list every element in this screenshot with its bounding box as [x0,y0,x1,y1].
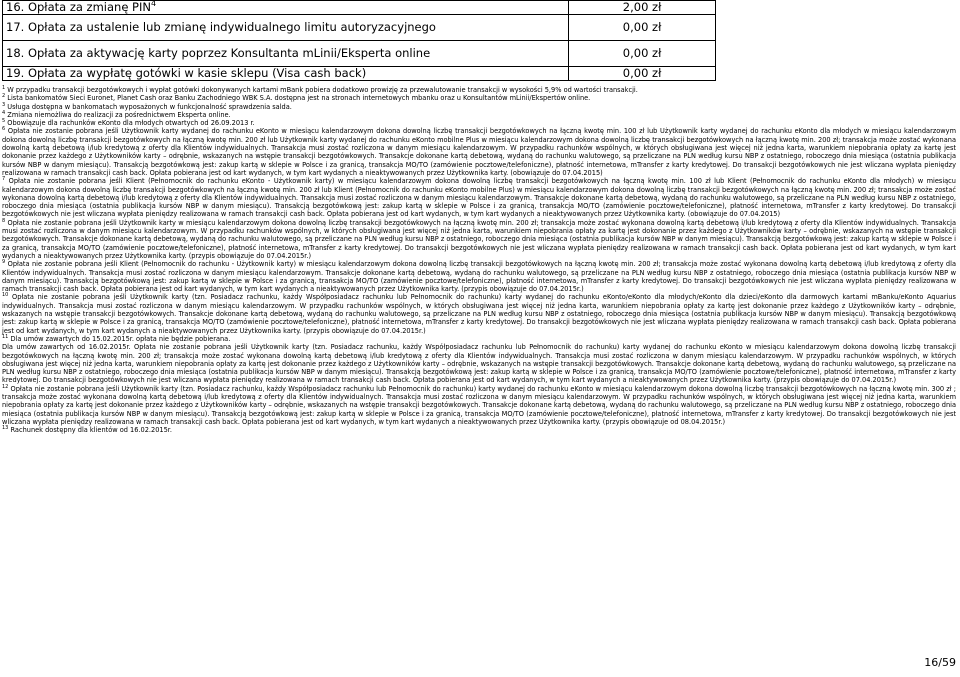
footnote [2,343,956,384]
footnote-text: W przypadku transakcji bezgotówkowych i wypłat gotówki dokonywanych kartami mBank pobiera dodatkowo prowizję za przewalutowanie transakcji w wysokości 5,9% od wartości transakcji. [7,86,638,94]
footnote-number: 4 [2,109,6,116]
footnote [2,385,956,426]
footnote-number: 9 [2,259,6,266]
footnote-number: 3 [2,101,6,108]
footnote-number: 1 [2,84,6,91]
fee-row [3,1,716,15]
footnote [2,103,956,111]
footnote-number: 11 [2,333,9,340]
footnote [2,177,956,218]
fee-label-text: 18. Opłata za aktywację karty poprzez Konsultanta mLinii/Eksperta online [6,46,431,60]
footnote [2,94,956,102]
fee-label [3,67,569,81]
footnote-text: Opłata nie zostanie pobrana jeśli Użytkownik karty (tzn. Posiadacz rachunku, każdy Współposiadacz rachunku lub Pełnomocnik do rachunku) karty wydanej do rachunku eKonto w miesiącu kalendarzowym dokona dowolną liczbę transakcji bezgotówkowych na łączną kwotę min. 300 zł ; transakcja może zostać wykonana dowolną kartą debetową i/lub kredytową z oferty dla Klientów indywidualnych. Transakcja musi zostać rozliczona w danym miesiącu kalendarzowym. W przypadku rachunków wspólnych, w których obsługiwana jest więcej niż jedna karta, warunkiem niepobrania opłaty za kartę jest dokonanie przez każdego z Użytkowników karty – odrębnie, wskazanych na wstępie transakcji bezgotówkowych. Transakcje dokonane kartą debetową, wydaną do rachunku walutowego, są przeliczane na PLN według kursu NBP z ostatniego, roboczego dnia miesiąca (ostatnia publikacja kursów NBP w danym miesiącu). Transakcją bezgotówkową jest: zakup kartą w sklepie w Polsce i za granicą, transakcja MO/TO (zamówienie pocztowe/telefoniczne), płatność internetowa, mTransfer z karty kredytowej. Do transakcji bezgotówkowych nie jest wliczana wypłata pieniędzy realizowana w ramach transakcji cash back. Opłata pobierana jest od kart wydanych, w tym kart wydanych a nieaktywowanych przez Użytkownika karty. (przypis obowiązuje od 08.04.2015r.) [2,384,956,426]
fee-row [3,41,716,67]
footnote [2,260,956,293]
footnotes [2,86,956,434]
fee-amount: 0,00 zł [569,41,716,67]
footnote [2,127,956,177]
fee-label [3,41,569,67]
fee-label-text: 16. Opłata za zmianę PIN [6,0,151,14]
footnote-text: Opłata nie zostanie pobrana jeśli Użytkownik karty wydanej do rachunku eKonto w miesiącu kalendarzowym dokona dowolną liczbę transakcji bezgotówkowych na łączną kwotę min. 100 zł lub Użytkownik karty wydanej do rachunku eKonto dla młodych w miesiącu kalendarzowym dokona dowolną liczbę transakcji bezgotówkowych na łączną kwotę min. 200 zł lub Użytkownik karty wydanej do rachunku eKonto mobilne Plus w miesiącu kalendarzowym dokona dowolną liczbę transakcji bezgotówkowych na łączną kwotę min. 200 zł; transakcja może zostać wykonana dowolną kartą debetową i/lub kredytową z oferty dla Klientów indywidualnych. Transakcja musi zostać rozliczona w danym miesiącu kalendarzowym. W przypadku rachunków wspólnych, w których obsługiwana jest więcej niż jedna karta, warunkiem niepobrania opłaty za kartę jest dokonanie przez każdego z Użytkowników karty – odrębnie, wskazanych na wstępie transakcji bezgotówkowych. Transakcje dokonane kartą debetową, wydaną do rachunku walutowego, są przeliczane na PLN według kursu NBP z ostatniego, roboczego dnia miesiąca (ostatnia publikacja kursów NBP w danym miesiącu). Transakcją bezgotówkową jest: zakup kartą w sklepie w Polsce i za granicą, transakcja MO/TO (zamówienie pocztowe/telefoniczne), płatność internetowa, mTransfer z karty kredytowej. Do transakcji bezgotówkowych nie jest wliczana wypłata pieniędzy realizowana w ramach transakcji cash back. Opłata pobierana jest od kart wydanych, w tym kart wydanych a nieaktywowanych przez Użytkownika karty. (obowiązuje do 07.04.2015) [2,127,956,177]
fee-row [3,15,716,41]
footnote [2,111,956,119]
footnote-number: 6 [2,126,6,133]
footnote-text: Dla umów zawartych od 16.02.2015r. Opłata nie zostanie pobrana jeśli Użytkownik karty (tzn. Posiadacz rachunku, każdy Współposiadacz rachunku lub Pełnomocnik do rachunku) karty wydanej do rachunku eKonto w miesiącu kalendarzowym dokona dowolną liczbę transakcji bezgotówkowych na łączną kwotę min. 200 zł; transakcja może zostać wykonana dowolną kartą debetową i/lub kredytową z oferty dla Klientów indywidualnych. Transakcja musi zostać rozliczona w danym miesiącu kalendarzowym. W przypadku rachunków wspólnych, w których obsługiwana jest więcej niż jedna karta, warunkiem niepobrania opłaty za kartę jest dokonanie przez każdego z Użytkowników karty – odrębnie, wskazanych na wstępie transakcji bezgotówkowych. Transakcje dokonane kartą debetową, wydaną do rachunku walutowego, są przeliczane na PLN według kursu NBP z ostatniego, roboczego dnia miesiąca (ostatnia publikacja kursów NBP w danym miesiącu). Transakcją bezgotówkową jest: zakup kartą w sklepie w Polsce i za granicą, transakcja MO/TO (zamówienie pocztowe/telefoniczne), płatność internetowa, mTransfer z karty kredytowej. Do transakcji bezgotówkowych nie jest wliczana wypłata pieniędzy realizowana w ramach transakcji cash back. Opłata pobierana jest od kart wydanych, w tym kart wydanych a nieaktywowanych przez Użytkownika karty. (przypis obowiązuje do 07.04.2015r.) [2,343,956,385]
footnote-text: Opłata nie zostanie pobrana jeśli Użytkownik karty w miesiącu kalendarzowym dokona dowolną liczbę transakcji bezgotówkowych na łączną kwotę min. 200 zł; transakcja może zostać wykonana dowolną kartą debetową i/lub kredytową z oferty dla Klientów indywidualnych. Transakcja musi zostać rozliczona w danym miesiącu kalendarzowym. W przypadku rachunków wspólnych, w których obsługiwana jest więcej niż jedna karta, warunkiem niepobrania opłaty za kartę jest dokonanie przez każdego z Użytkowników karty – odrębnie, wskazanych na wstępie transakcji bezgotówkowych. Transakcje dokonane kartą debetową, wydaną do rachunku walutowego, są przeliczane na PLN według kursu NBP z ostatniego, roboczego dnia miesiąca (ostatnia publikacja kursów NBP w danym miesiącu). Transakcją bezgotówkową jest: zakup kartą w sklepie w Polsce i za granicą, transakcja MO/TO (zamówienie pocztowe/telefoniczne), płatność internetowa, mTransfer z karty kredytowej. Do transakcji bezgotówkowych nie jest wliczana wypłata pieniędzy realizowana w ramach transakcji cash back. Opłata pobierana jest od kart wydanych, w tym kart wydanych a nieaktywowanych przez Użytkownika karty. (przypis obowiązuje do 07.04.2015r.) [2,218,956,260]
footnote-text: Lista bankomatów Sieci Euronet, Planet Cash oraz Banku Zachodniego WBK S.A. dostępna jest na stronach internetowych mbanku oraz u Konsultantów mLinii/Ekspertów online. [7,94,591,103]
footnote [2,335,956,343]
footnote-number: 10 [2,292,9,299]
footnote-text: Usługa dostępna w bankomatach wyposażonych w funkcjonalność sprawdzenia salda. [7,102,292,111]
footnote-number: 8 [2,217,6,224]
fee-label-text: 19. Opłata za wypłatę gotówki w kasie sklepu (Visa cash back) [6,66,367,80]
footnote-text: Opłata nie zostanie pobrana jeśli Klient (Pełnomocnik do rachunku - Użytkownik karty) w miesiącu kalendarzowym dokona dowolną liczbę transakcji bezgotówkowych na łączną kwotę min. 200 zł; transakcja może zostać wykonana dowolną kartą debetową i/lub kredytową z oferty dla Klientów indywidualnych. Transakcja musi zostać rozliczona w danym miesiącu kalendarzowym. Transakcje dokonane kartą debetową, wydaną do rachunku walutowego, są przeliczane na PLN według kursu NBP z ostatniego, roboczego dnia miesiąca (ostatnia publikacja kursów NBP w danym miesiącu). Transakcją bezgotówkową jest: zakup kartą w sklepie w Polsce i za granicą, transakcja MO/TO (zamówienie pocztowe/telefoniczne), płatność internetowa, mTransfer z karty kredytowej. Do transakcji bezgotówkowych nie jest wliczana wypłata pieniędzy realizowana w ramach transakcji cash back. Opłata pobierana jest od kart wydanych, w tym kart wydanych a nieaktywowanych przez Użytkownika karty. (przypis obowiązuje do 07.04.2015r.) [2,260,956,294]
footnote-text: Zmiana niemożliwa do realizacji za pośrednictwem Eksperta online. [7,110,231,119]
fee-table [2,0,716,81]
footnote [2,426,956,434]
fee-amount: 0,00 zł [569,67,716,81]
footnote-text: Rachunek dostępny dla klientów od 16.02.2015r. [10,426,173,435]
footnote-text: Opłata nie zostanie pobrana jeśli Użytkownik karty (tzn. Posiadacz rachunku, każdy Współposiadacz rachunku lub Pełnomocnik do rachunku) karty wydanej do rachunku eKonto/eKonto dla młodych/eKonto dla dzieci/eKonto dla darmowych kartami mBanku/eKonto Aquarius indywidualnych. Transakcja musi zostać rozliczona w danym miesiącu kalendarzowym. W przypadku rachunków wspólnych, w których obsługiwana jest więcej niż jedna karta, warunkiem niepobrania opłaty za kartę jest dokonanie przez każdego z Użytkowników karty – odrębnie, wskazanych na wstępie transakcji bezgotówkowych. Transakcje dokonane kartą debetową, wydaną do rachunku walutowego, są przeliczane na PLN według kursu NBP z ostatniego, roboczego dnia miesiąca (ostatnia publikacja kursów NBP w danym miesiącu). Transakcją bezgotówkową jest: zakup kartą w sklepie w Polsce i za granicą, transakcja MO/TO (zamówienie pocztowe/telefoniczne), płatność internetowa, mTransfer z karty kredytowej. Do transakcji bezgotówkowych nie jest wliczana wypłata pieniędzy realizowana w ramach transakcji cash back. Opłata pobierana jest od kart wydanych, w tym kart wydanych a nieaktywowanych przez Użytkownika karty. (przypis obowiązuje do 07.04.2015r.) [2,293,956,335]
fee-amount: 2,00 zł [569,1,716,15]
fee-row [3,67,716,81]
footnote-number: 2 [2,93,6,100]
fee-table-body [3,1,716,81]
fee-label-text: 17. Opłata za ustalenie lub zmianę indywidualnego limitu autoryzacyjnego [6,20,436,34]
fee-label [3,1,569,15]
footnote [2,219,956,260]
footnote-text: Obowiązuje dla rachunków eKonto dla młodych otwartych od 26.09.2013 r. [7,119,255,128]
footnote-number: 12 [2,383,9,390]
footnote-number: 5 [2,118,6,124]
footnote-text: Dla umów zawartych do 15.02.2015r. opłata nie będzie pobierana. [10,334,231,343]
fee-label [3,15,569,41]
footnote-number: 13 [2,424,9,431]
page-number: 16/59 [924,656,956,669]
footnote-text: Opłata nie zostanie pobrana jeśli Klient (Pełnomocnik do rachunku eKonto - Użytkownik karty) w miesiącu kalendarzowym dokona dowolną liczbę transakcji bezgotówkowych na łączną kwotę min. 100 zł lub Klient (Pełnomocnik do rachunku eKonto dla młodych) w miesiącu kalendarzowym dokona dowolną liczbę transakcji bezgotówkowych na łączną kwotę min. 200 zł lub Klient (Pełnomocnik do rachunku eKonto mobilne Plus) w miesiącu kalendarzowym dokona dowolną liczbę transakcji bezgotówkowych na łączną kwotę min. 200 zł; transakcja może zostać wykonana dowolną kartą debetową i/lub kredytową z oferty dla Klientów indywidualnych. Transakcja musi zostać rozliczona w danym miesiącu kalendarzowym. Transakcje dokonane kartą debetową, wydaną do rachunku walutowego, są przeliczane na PLN według kursu NBP z ostatniego, roboczego dnia miesiąca (ostatnia publikacja kursów NBP w danym miesiącu). Transakcją bezgotówkową jest: zakup kartą w sklepie w Polsce i za granicą, transakcja MO/TO (zamówienie pocztowe/telefoniczne), płatność internetowa, mTransfer z karty kredytowej. Do transakcji bezgotówkowych nie jest wliczana wypłata pieniędzy realizowana w ramach transakcji cash back. Opłata pobierana jest od kart wydanych, w tym kart wydanych a nieaktywowanych przez Użytkownika karty. (obowiązuje do 07.04.2015) [2,177,956,219]
footnote-ref: 4 [151,0,157,9]
footnote [2,293,956,334]
footnote-number: 7 [2,176,6,183]
fee-amount: 0,00 zł [569,15,716,41]
